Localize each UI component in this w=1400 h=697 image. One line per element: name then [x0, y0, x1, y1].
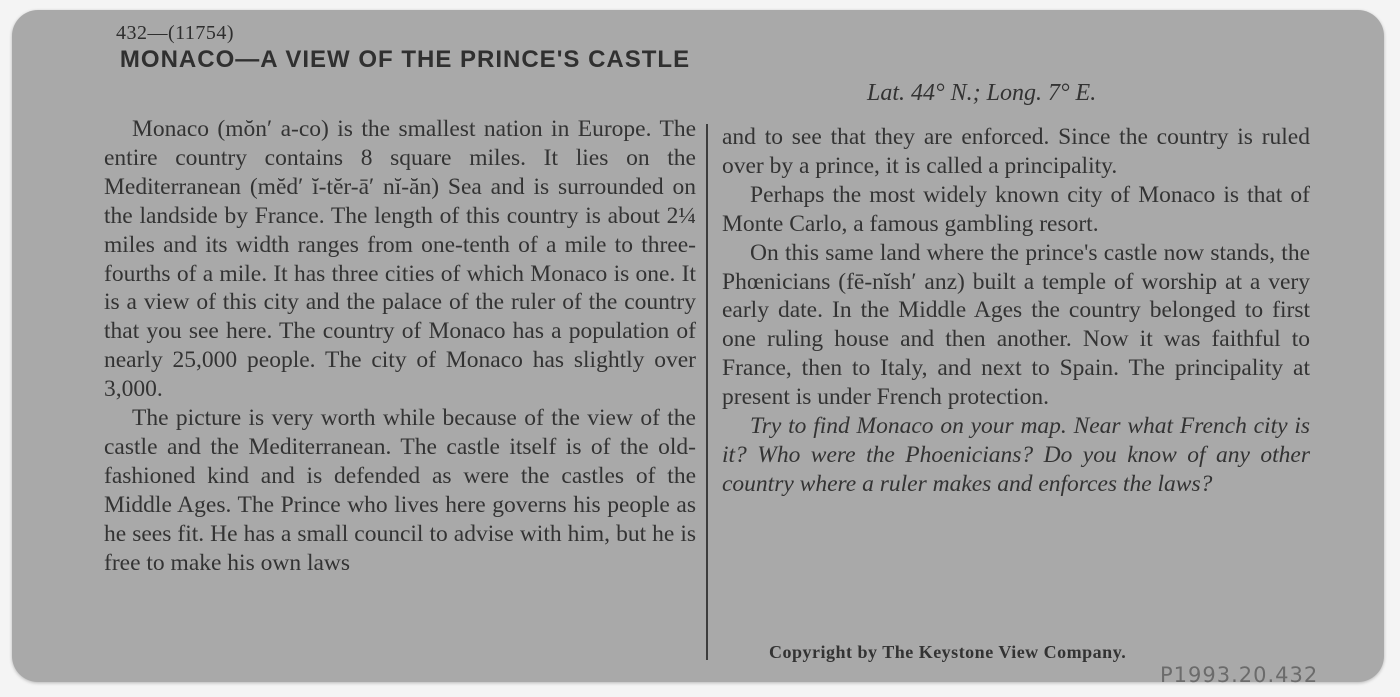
paragraph: and to see that they are enforced. Since the country is ruled over by a prince, it is called a principality.	[722, 124, 1310, 179]
coordinates: Lat. 44° N.; Long. 7° E.	[867, 80, 1097, 106]
column-divider	[706, 124, 708, 660]
stereograph-card-back	[12, 10, 1384, 687]
study-questions: Try to find Monaco on your map. Near what French city is it? Who were the Phoenicians? Do you know of any other country where a ruler makes and enforces the laws?	[722, 413, 1310, 497]
paragraph: Perhaps the most widely known city of Monaco is that of Monte Carlo, a famous gambling resort.	[722, 181, 1310, 237]
paragraph: On this same land where the prince's castle now stands, the Phœnicians (fē-nĭsh′ anz) built a temple of worship at a very early date. In the Middle Ages the country belonged to first one ruling house and then another. Now it was faithful to France, then to Italy, and next to Spain. The principality at present is under French protection.	[722, 239, 1310, 411]
left-text-column	[104, 115, 696, 578]
catalog-number: 432—(11754)	[116, 22, 235, 44]
paragraph: The picture is very worth while because of the view of the castle and the Mediterranean. The castle itself is of the old-fashioned kind and is defended as were the castles of the Middle Ages. The Prince who lives here governs his people as he sees fit. He has a small council to advise with him, but he is free to make his own laws	[104, 405, 696, 576]
paragraph: Monaco (mŏn′ a-co) is the smallest nation in Europe. The entire country contains 8 square miles. It lies on the Mediterranean (mĕd′ ĭ-tĕr-ā′ nĭ-ăn) Sea and is surrounded on the landside by France. The length of this country is about 2¼ miles and its width ranges from one-tenth of a mile to three-fourths of a mile. It has three cities of which Monaco is one. It is a view of this city and the palace of the ruler of the country that you see here. The country of Monaco has a population of nearly 25,000 people. The city of Monaco has slightly over 3,000.	[104, 116, 696, 403]
accession-number: P1993.20.432	[1160, 663, 1319, 687]
copyright-notice: Copyright by The Keystone View Company.	[769, 642, 1127, 662]
right-text-column	[722, 123, 1310, 499]
card-title: MONACO—A VIEW OF THE PRINCE'S CASTLE	[119, 46, 691, 73]
